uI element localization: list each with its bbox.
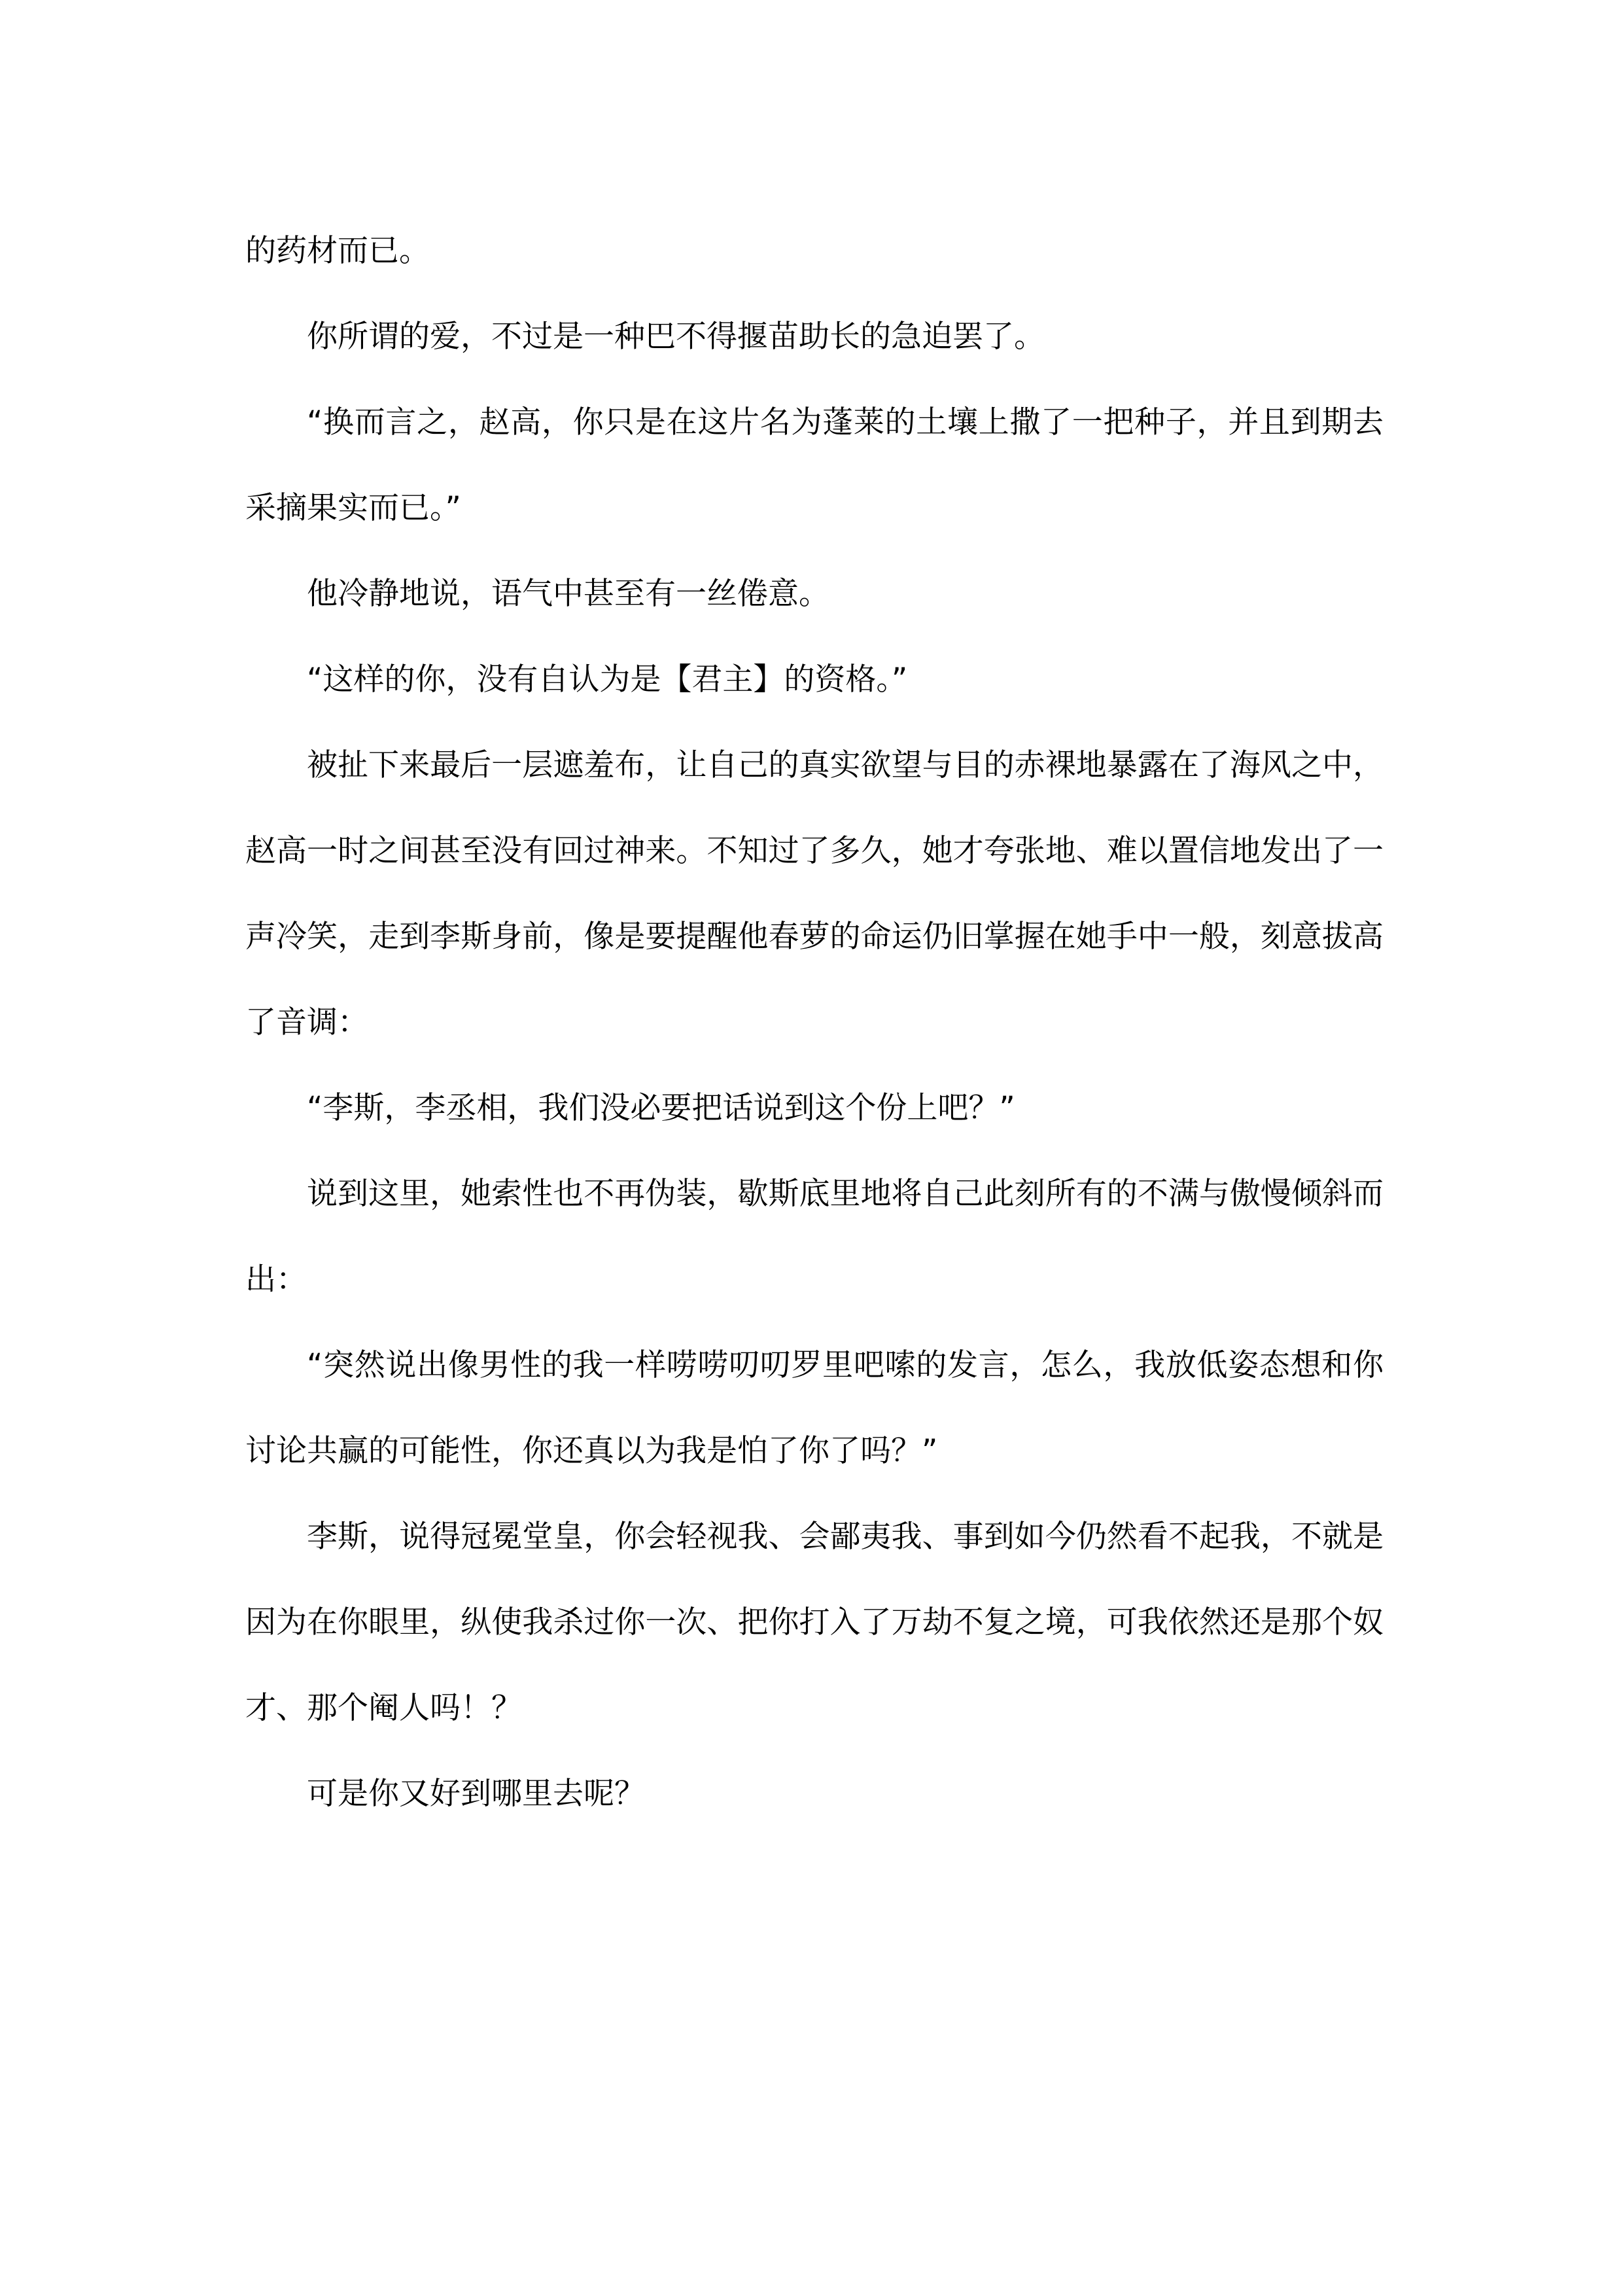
paragraph-3: “换而言之，赵高，你只是在这片名为蓬莱的土壤上撒了一把种子，并且到期去采摘果实而已。” (245, 404, 1384, 526)
paragraph-8: 说到这里，她索性也不再伪装，歇斯底里地将自己此刻所有的不满与傲慢倾斜而出： (245, 1176, 1384, 1298)
paragraph-4: 他冷静地说，语气中甚至有一丝倦意。 (307, 576, 829, 612)
paragraph-6: 被扯下来最后一层遮羞布，让自己的真实欲望与目的赤裸地暴露在了海风之中，赵高一时之间甚至没有回过神来。不知过了多久，她才夸张地、难以置信地发出了一声冷笑，走到李斯身前，像是要提醒他春萝的命运仍旧掌握在她手中一般，刻意拔高了音调： (245, 747, 1384, 1040)
paragraph-1: 的药材而已。 (245, 233, 430, 269)
paragraph-5: “这样的你，没有自认为是【君主】的资格。” (307, 662, 908, 698)
paragraph-9: “突然说出像男性的我一样唠唠叨叨罗里吧嗦的发言，怎么，我放低姿态想和你讨论共赢的可能性，你还真以为我是怕了你了吗？” (245, 1347, 1384, 1469)
paragraph-10: 李斯，说得冠冕堂皇，你会轻视我、会鄙夷我、事到如今仍然看不起我，不就是因为在你眼里，纵使我杀过你一次、把你打入了万劫不复之境，可我依然还是那个奴才、那个阉人吗！？ (245, 1519, 1384, 1726)
paragraph-2: 你所谓的爱，不过是一种巴不得揠苗助长的急迫罢了。 (307, 319, 1045, 355)
paragraph-7: “李斯，李丞相，我们没必要把话说到这个份上吧？” (307, 1090, 1015, 1126)
document-page (245, 208, 1384, 1837)
paragraph-11: 可是你又好到哪里去呢？ (307, 1776, 645, 1812)
